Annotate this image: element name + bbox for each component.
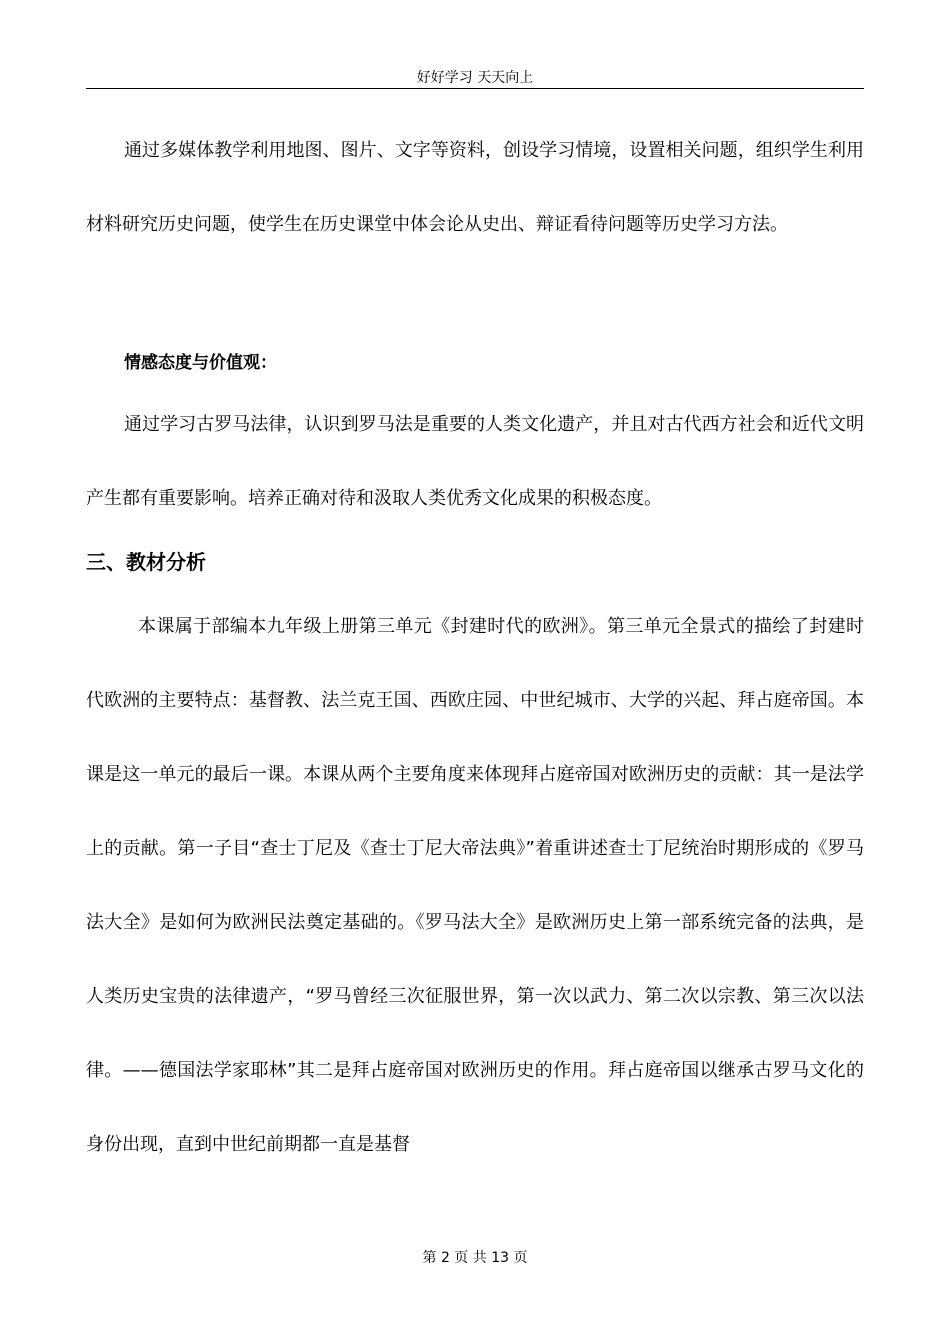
paragraph-attitude: 通过学习古罗马法律，认识到罗马法是重要的人类文化遗产，并且对古代西方社会和近代文明产生都有重要影响。培养正确对待和汲取人类优秀文化成果的积极态度。	[86, 414, 864, 509]
label-attitude-values: 情感态度与价值观：	[124, 353, 277, 373]
page-header: 好好学习 天天向上	[86, 68, 864, 89]
paragraph-textbook-analysis: 本课属于部编本九年级上册第三单元《封建时代的欧洲》。第三单元全景式的描绘了封建时代欧洲的主要特点：基督教、法兰克王国、西欧庄园、中世纪城市、大学的兴起、拜占庭帝国。本课是这一单元的最后一课。本课从两个主要角度来体现拜占庭帝国对欧洲历史的贡献：其一是法学上的贡献。第一子目“查士丁尼及《查士丁尼大帝法典》”着重讲述查士丁尼统治时期形成的《罗马法大全》是如何为欧洲民法奠定基础的。《罗马法大全》是欧洲历史上第一部系统完备的法典，是人类历史宝贵的法律遗产，“罗马曾经三次征服世界，第一次以武力、第二次以宗教、第三次以法律。——德国法学家耶林”其二是拜占庭帝国对欧洲历史的作用。拜占庭帝国以继承古罗马文化的身份出现，直到中世纪前期都一直是基督	[86, 616, 864, 1155]
paragraph-methods: 通过多媒体教学利用地图、图片、文字等资料，创设学习情境，设置相关问题，组织学生利用材料研究历史问题，使学生在历史课堂中体会论从史出、辩证看待问题等历史学习方法。	[86, 140, 864, 235]
page-footer: 第 2 页 共 13 页	[422, 1250, 528, 1266]
section-heading-textbook-analysis: 三、教材分析	[86, 550, 206, 574]
